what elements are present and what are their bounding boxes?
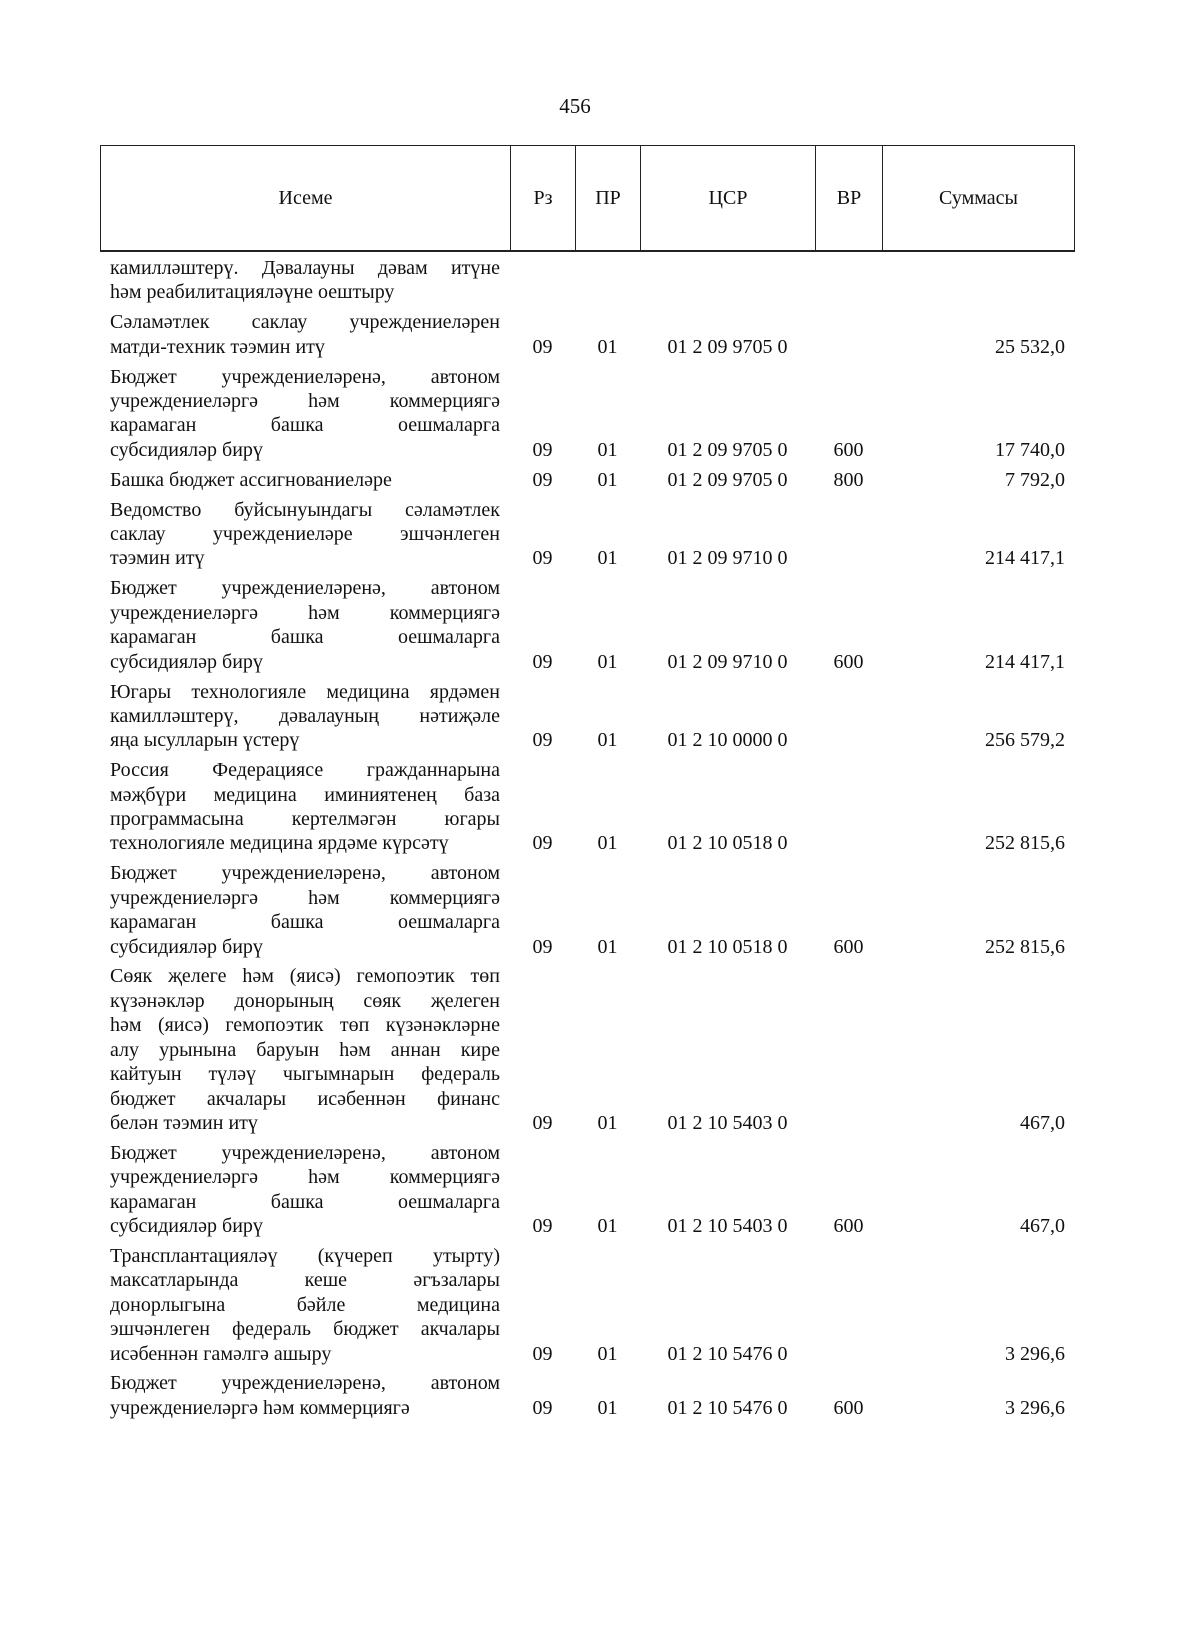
row-name-line: Бюджет учреждениеләренә, автоном bbox=[110, 1372, 500, 1395]
row-name-line: Сөяк җелеге һәм (яисә) гемопоэтик төп bbox=[110, 965, 500, 988]
row-sum bbox=[882, 256, 1075, 305]
row-vr bbox=[815, 498, 882, 571]
row-name-line: субсидияләр бирү bbox=[110, 1215, 263, 1238]
row-name bbox=[110, 680, 500, 753]
row-name-line: Трансплантацияләү (күчереп утырту) bbox=[110, 1244, 500, 1267]
row-name-line: максатларында кеше әгъзалары bbox=[110, 1269, 500, 1292]
row-name-line: күзәнәкләр донорының сөяк җелеген bbox=[110, 989, 500, 1012]
row-name-line: Ведомство буйсынуындагы сәламәтлек bbox=[110, 498, 500, 521]
row-sum: 25 532,0 bbox=[995, 335, 1065, 358]
row-name-line: Бюджет учреждениеләренә, автоном bbox=[110, 1141, 500, 1164]
row-pr: 01 bbox=[597, 650, 618, 673]
row-pr: 01 bbox=[597, 1111, 618, 1134]
row-rz: 09 bbox=[532, 1396, 553, 1419]
row-pr: 01 bbox=[597, 1396, 618, 1419]
table-row bbox=[100, 359, 1075, 462]
table-header bbox=[100, 145, 1075, 252]
table-row bbox=[100, 571, 1075, 674]
row-pr: 01 bbox=[597, 832, 618, 855]
row-csr bbox=[640, 256, 815, 305]
row-sum: 256 579,2 bbox=[985, 729, 1065, 752]
row-name-line: камилләштерү. Дәвалауны дәвам итүне bbox=[110, 257, 500, 279]
table-row bbox=[100, 753, 1075, 856]
row-csr: 01 2 10 5403 0 bbox=[667, 1111, 788, 1134]
row-name-line: камилләштерү, дәвалауның нәтиҗәле bbox=[110, 704, 500, 727]
row-vr bbox=[815, 758, 882, 856]
row-rz: 09 bbox=[532, 832, 553, 855]
row-rz: 09 bbox=[532, 1111, 553, 1134]
row-name-line: карамаган башка оешмаларга bbox=[110, 1190, 500, 1213]
row-rz: 09 bbox=[532, 438, 553, 461]
row-name-line: учреждениеләргә һәм коммерциягә bbox=[110, 1396, 410, 1419]
row-pr: 01 bbox=[597, 547, 618, 570]
row-csr: 01 2 09 9710 0 bbox=[667, 650, 788, 673]
row-name bbox=[110, 468, 500, 492]
row-name-line: Сәламәтлек саклау учреждениеләрен bbox=[110, 311, 500, 334]
row-rz: 09 bbox=[532, 935, 553, 958]
row-vr: 600 bbox=[833, 438, 864, 461]
row-csr: 01 2 10 0518 0 bbox=[667, 935, 788, 958]
row-sum: 214 417,1 bbox=[985, 547, 1065, 570]
row-csr: 01 2 09 9705 0 bbox=[667, 468, 788, 491]
page-number: 456 bbox=[559, 94, 591, 118]
table-row bbox=[100, 492, 1075, 571]
row-csr: 01 2 10 0518 0 bbox=[667, 832, 788, 855]
row-name-line: субсидияләр бирү bbox=[110, 438, 263, 461]
row-name-line: бюджет акчалары исәбеннән финанс bbox=[110, 1087, 500, 1110]
row-sum: 3 296,6 bbox=[1005, 1342, 1065, 1365]
row-name-line: учреждениеләргә һәм коммерциягә bbox=[110, 886, 500, 909]
row-name-line: саклау учреждениеләре эшчәнлеген bbox=[110, 523, 500, 546]
row-name-line: учреждениеләргә һәм коммерциягә bbox=[110, 601, 500, 624]
row-rz: 09 bbox=[532, 729, 553, 752]
header-sum: Суммасы bbox=[939, 186, 1018, 209]
row-rz: 09 bbox=[532, 1215, 553, 1238]
row-name-line: карамаган башка оешмаларга bbox=[110, 414, 500, 437]
row-name-line: яңа ысулларын үстерү bbox=[110, 729, 300, 752]
row-csr: 01 2 09 9705 0 bbox=[667, 438, 788, 461]
row-vr bbox=[815, 680, 882, 753]
row-pr: 01 bbox=[597, 1215, 618, 1238]
row-name-line: Бюджет учреждениеләренә, автоном bbox=[110, 577, 500, 600]
row-vr: 600 bbox=[833, 650, 864, 673]
row-sum: 17 740,0 bbox=[995, 438, 1065, 461]
row-name-line: субсидияләр бирү bbox=[110, 650, 263, 673]
table-row bbox=[100, 1238, 1075, 1366]
row-name-line: һәм реабилитацияләүне оештыру bbox=[110, 281, 395, 304]
row-csr: 01 2 10 5476 0 bbox=[667, 1396, 788, 1419]
row-name bbox=[110, 1141, 500, 1239]
row-name-line: тәэмин итү bbox=[110, 547, 205, 570]
row-csr: 01 2 10 0000 0 bbox=[667, 729, 788, 752]
row-csr: 01 2 09 9710 0 bbox=[667, 547, 788, 570]
row-name-line: Бюджет учреждениеләренә, автоном bbox=[110, 365, 500, 388]
row-rz: 09 bbox=[532, 1342, 553, 1365]
table-row bbox=[100, 959, 1075, 1135]
row-name-line: учреждениеләргә һәм коммерциягә bbox=[110, 390, 500, 413]
row-vr bbox=[815, 310, 882, 359]
row-rz: 09 bbox=[532, 547, 553, 570]
row-name bbox=[110, 1371, 500, 1420]
header-csr: ЦСР bbox=[641, 146, 816, 250]
row-name bbox=[110, 498, 500, 571]
row-name bbox=[110, 576, 500, 674]
row-pr: 01 bbox=[597, 335, 618, 358]
row-name bbox=[110, 758, 500, 856]
row-name-line: һәм (яисә) гемопоэтик төп күзәнәкләрне bbox=[110, 1014, 500, 1037]
row-name-line: мәҗбүри медицина иминиятенең база bbox=[110, 783, 500, 806]
row-name-line: Башка бюджет ассигнованиеләре bbox=[110, 468, 392, 491]
row-name bbox=[110, 964, 500, 1135]
row-pr: 01 bbox=[597, 1342, 618, 1365]
row-name-line: кайтуын түләү чыгымнарын федераль bbox=[110, 1063, 500, 1086]
row-name-line: алу урынына баруын һәм аннан кире bbox=[110, 1038, 500, 1061]
table-row bbox=[100, 674, 1075, 753]
row-name-line: Югары технологияле медицина ярдәмен bbox=[110, 680, 500, 703]
row-pr: 01 bbox=[597, 468, 618, 491]
row-rz bbox=[510, 256, 575, 305]
table-row bbox=[100, 305, 1075, 359]
row-name bbox=[110, 256, 500, 305]
row-rz: 09 bbox=[532, 650, 553, 673]
row-vr: 600 bbox=[833, 935, 864, 958]
row-name-line: белән тәэмин итү bbox=[110, 1111, 258, 1134]
row-vr bbox=[815, 1244, 882, 1366]
row-vr: 600 bbox=[833, 1215, 864, 1238]
row-name-line: карамаган башка оешмаларга bbox=[110, 626, 500, 649]
row-name-line: эшчәнлеген федераль бюджет акчалары bbox=[110, 1318, 500, 1341]
row-pr bbox=[575, 256, 640, 305]
header-name: Исеме bbox=[101, 146, 511, 250]
header-pr: ПР bbox=[576, 146, 641, 250]
row-vr: 800 bbox=[833, 468, 864, 491]
row-vr bbox=[815, 964, 882, 1135]
row-pr: 01 bbox=[597, 935, 618, 958]
row-sum: 467,0 bbox=[1020, 1111, 1065, 1134]
row-name-line: Бюджет учреждениеләренә, автоном bbox=[110, 862, 500, 885]
row-sum: 7 792,0 bbox=[1005, 468, 1065, 491]
table-body bbox=[100, 256, 1075, 1420]
table-row bbox=[100, 1366, 1075, 1420]
row-name-line: Россия Федерациясе гражданнарына bbox=[110, 759, 500, 782]
row-rz: 09 bbox=[532, 468, 553, 491]
row-rz: 09 bbox=[532, 335, 553, 358]
row-pr: 01 bbox=[597, 438, 618, 461]
row-name-line: донорлыгына бәйле медицина bbox=[110, 1293, 500, 1316]
header-vr: ВР bbox=[816, 146, 883, 250]
row-pr: 01 bbox=[597, 729, 618, 752]
row-name-line: субсидияләр бирү bbox=[110, 935, 263, 958]
row-sum: 252 815,6 bbox=[985, 832, 1065, 855]
row-vr bbox=[815, 256, 882, 305]
row-name-line: исәбеннән гамәлгә ашыру bbox=[110, 1342, 332, 1365]
row-csr: 01 2 10 5476 0 bbox=[667, 1342, 788, 1365]
table-row bbox=[100, 856, 1075, 959]
row-csr: 01 2 10 5403 0 bbox=[667, 1215, 788, 1238]
header-rz: Рз bbox=[511, 146, 576, 250]
row-sum: 214 417,1 bbox=[985, 650, 1065, 673]
row-sum: 3 296,6 bbox=[1005, 1396, 1065, 1419]
row-sum: 467,0 bbox=[1020, 1215, 1065, 1238]
row-name-line: матди-техник тәэмин итү bbox=[110, 335, 325, 358]
table-row bbox=[100, 256, 1075, 305]
row-csr: 01 2 09 9705 0 bbox=[667, 335, 788, 358]
row-name bbox=[110, 365, 500, 463]
row-name-line: программасына кертелмәгән югары bbox=[110, 808, 500, 831]
table-row bbox=[100, 462, 1075, 492]
table-row bbox=[100, 1135, 1075, 1238]
row-name-line: карамаган башка оешмаларга bbox=[110, 911, 500, 934]
row-name bbox=[110, 861, 500, 959]
row-name-line: учреждениеләргә һәм коммерциягә bbox=[110, 1166, 500, 1189]
row-vr: 600 bbox=[833, 1396, 864, 1419]
row-name-line: технологияле медицина ярдәме күрсәтү bbox=[110, 832, 449, 855]
row-name bbox=[110, 1244, 500, 1366]
row-name bbox=[110, 310, 500, 359]
row-sum: 252 815,6 bbox=[985, 935, 1065, 958]
